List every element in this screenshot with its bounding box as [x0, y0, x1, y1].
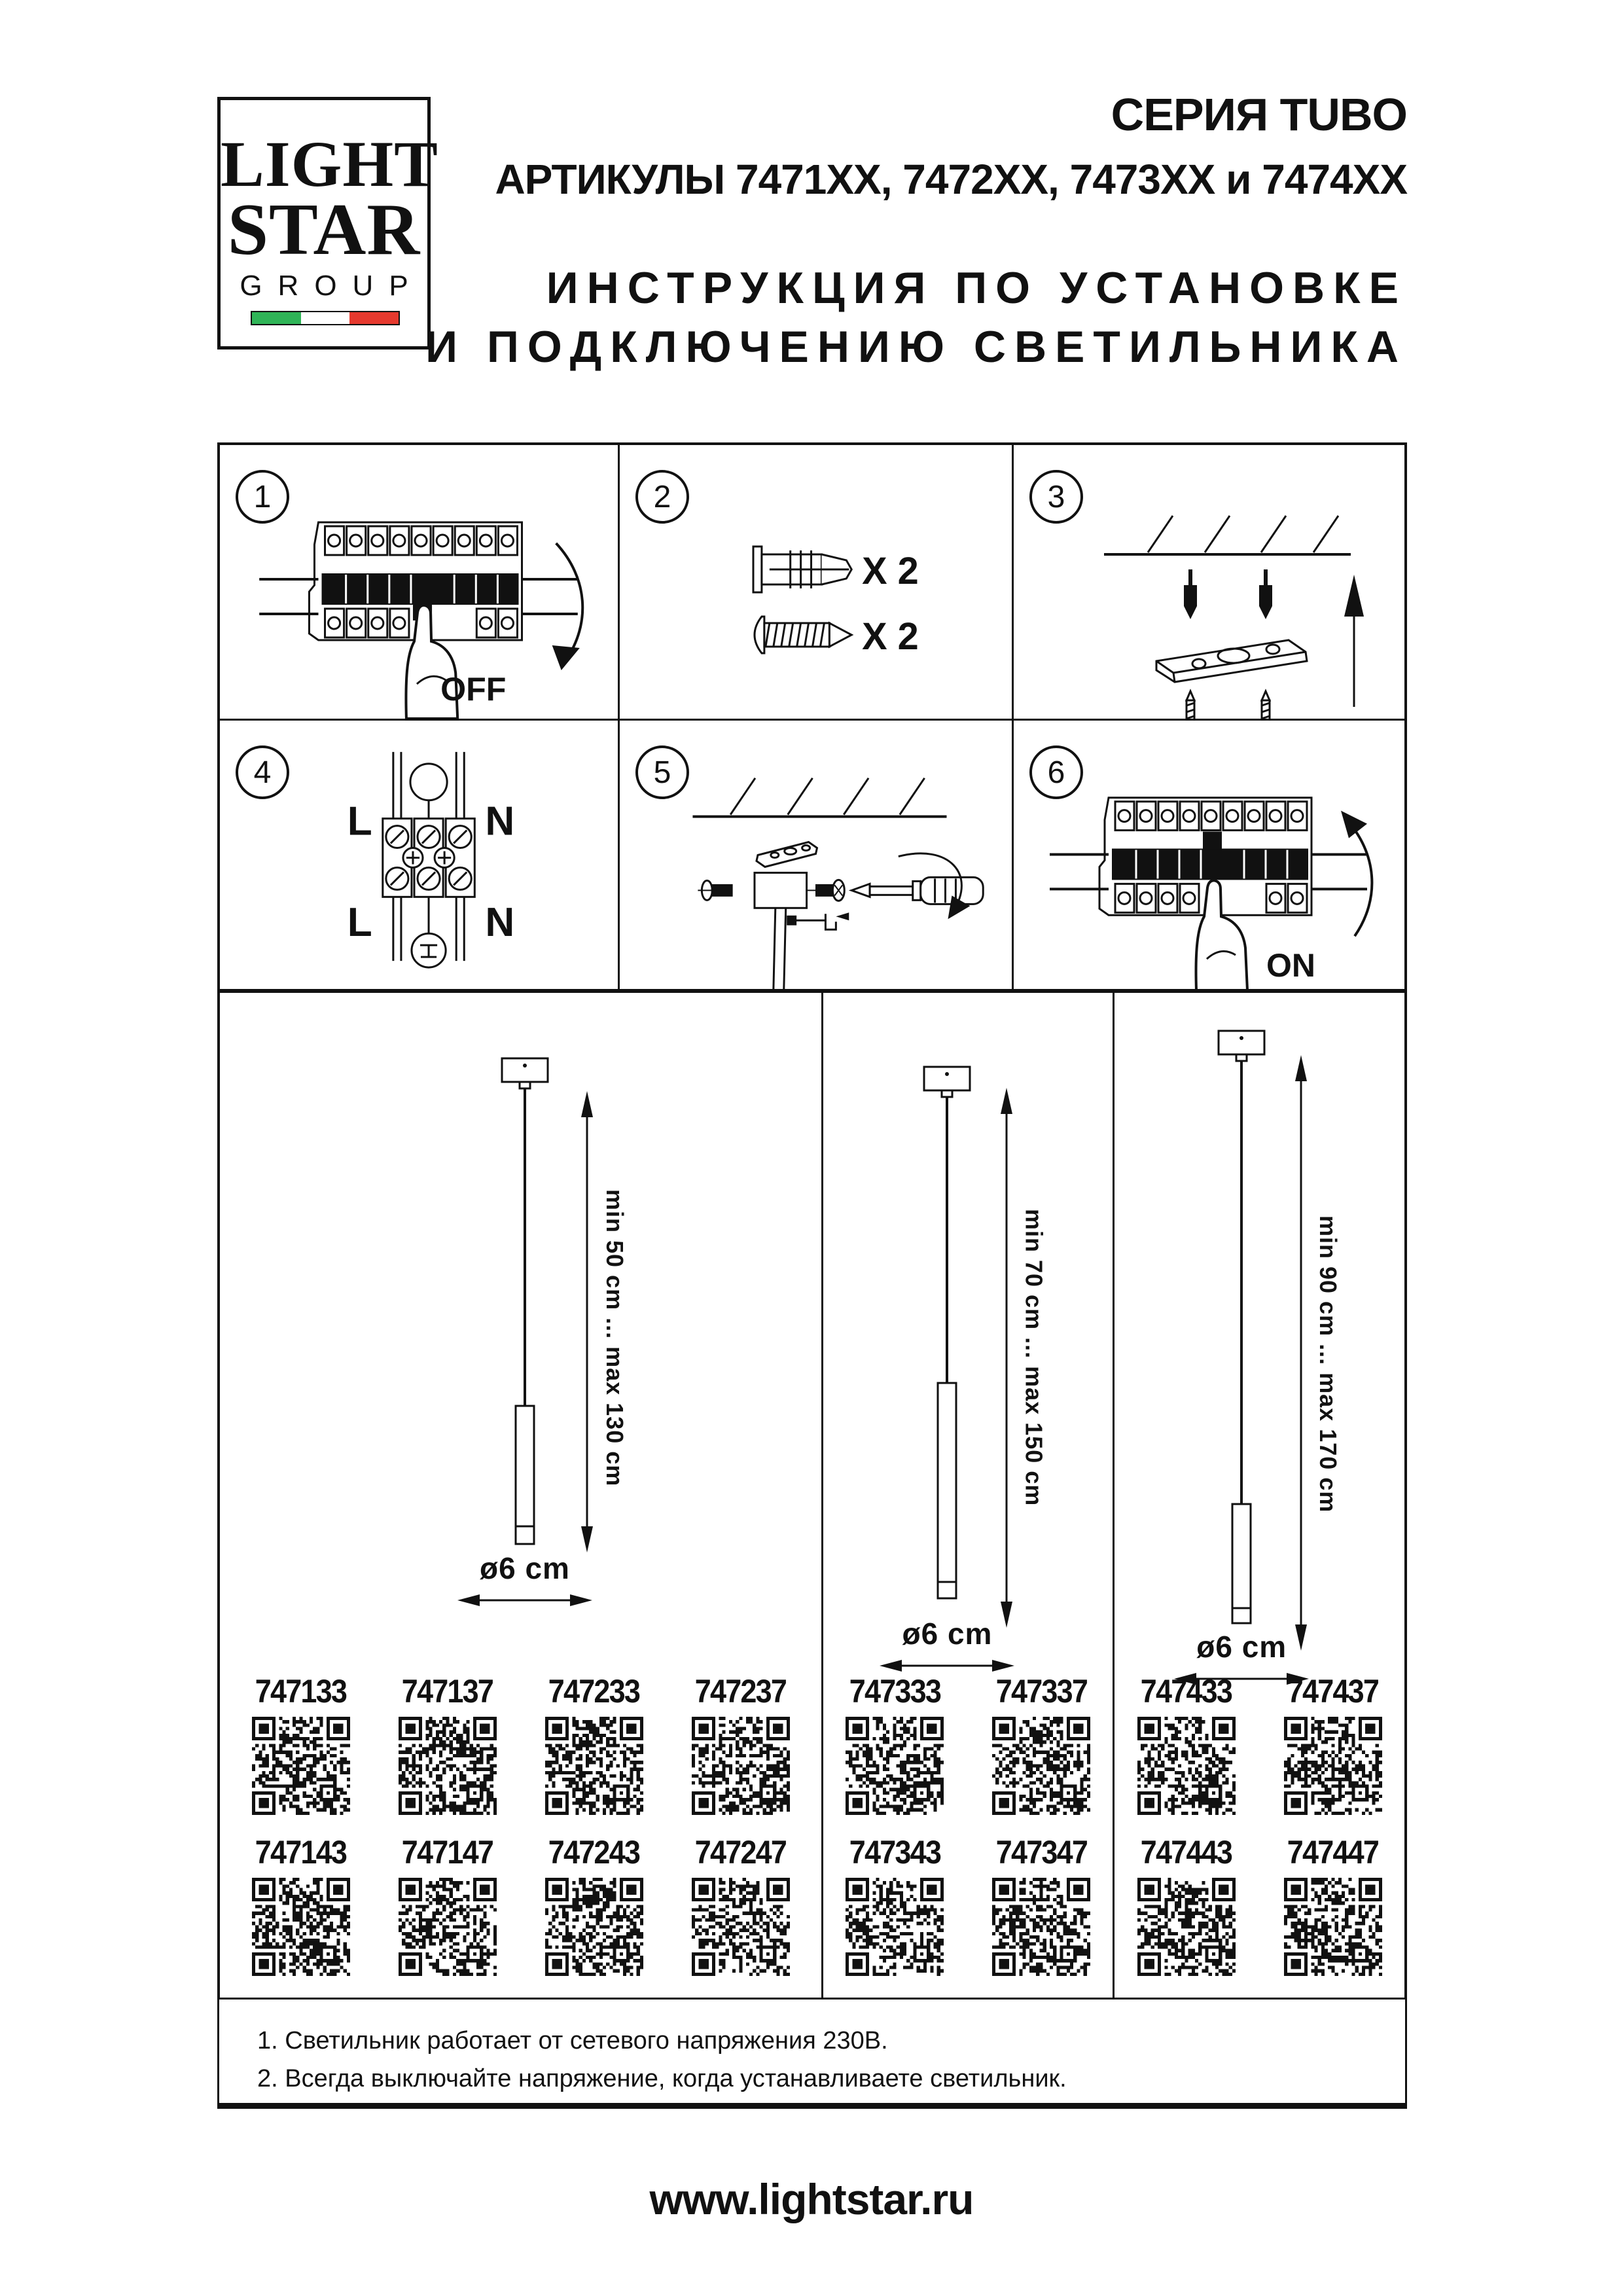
qr-code-icon [846, 1717, 944, 1815]
notes-box [217, 1998, 1407, 2109]
qr-item [845, 1675, 944, 1815]
lamp-wire-symbol [410, 764, 447, 800]
article-number: 747433 [1140, 1673, 1232, 1710]
lamp-variants-section [217, 989, 1407, 1998]
article-number: 747233 [548, 1673, 640, 1710]
on-label: ON [1266, 947, 1315, 984]
terminal-n-bottom: N [485, 900, 515, 946]
off-label: OFF [440, 671, 507, 708]
wall-anchor-icon [753, 547, 851, 592]
qr-item [544, 1675, 644, 1815]
lamp-variant-70-150 [823, 993, 1115, 1998]
qr-item [991, 1836, 1091, 1976]
switched-on-handle [1203, 832, 1222, 850]
qr-code-icon [399, 1878, 497, 1976]
ceiling-line [692, 778, 946, 817]
lightstar-logo [217, 97, 438, 350]
qr-item [691, 1675, 791, 1815]
qr-item [691, 1836, 791, 1976]
height-range-label: min 50 cm ... max 130 cm [601, 1189, 628, 1487]
grub-screw-detail [788, 912, 849, 929]
qr-code-icon [545, 1717, 643, 1815]
article-number: 747337 [995, 1673, 1088, 1710]
article-number: 747147 [402, 1834, 493, 1871]
flag-white-stripe [301, 312, 350, 324]
qr-code-icon [1284, 1717, 1382, 1815]
terminal-l-top: L [347, 798, 372, 844]
website-url: www.lightstar.ru [649, 2175, 974, 2223]
qr-item [398, 1836, 497, 1976]
article-number: 747347 [995, 1834, 1088, 1871]
qr-code-icon [846, 1878, 944, 1976]
qr-item [1137, 1675, 1236, 1815]
qr-code-icon [692, 1878, 790, 1976]
pressing-hand-icon [1196, 880, 1248, 990]
step-number: 4 [253, 755, 272, 790]
qr-code-icon [1284, 1878, 1382, 1976]
suspension-rod [774, 908, 786, 990]
qr-code-icon [1137, 1878, 1236, 1976]
breaker-on-icon [1014, 721, 1407, 990]
qr-row [823, 1836, 1113, 1976]
anchor-icon [1184, 569, 1272, 619]
pendant-lamp-diagram [823, 993, 1115, 1674]
step-number: 3 [1047, 479, 1065, 514]
articles-line: АРТИКУЛЫ 7471ХХ, 7472ХХ, 7473ХХ и 7474ХХ [495, 156, 1407, 203]
up-arrow [1344, 575, 1364, 707]
article-number: 747133 [255, 1673, 347, 1710]
qr-item [398, 1675, 497, 1815]
qr-row [220, 1675, 821, 1815]
screw-qty-label: X 2 [862, 615, 919, 658]
qr-code-icon [252, 1717, 350, 1815]
height-measure-arrow [1295, 1055, 1307, 1651]
qr-code-icon [545, 1878, 643, 1976]
step-5-cell [620, 721, 1014, 990]
qr-item [845, 1836, 944, 1976]
qr-item [1283, 1675, 1383, 1815]
document-header [425, 89, 1407, 372]
side-screw-left [698, 880, 732, 900]
qr-item [544, 1836, 644, 1976]
qr-code-icon [1137, 1717, 1236, 1815]
flag-green-stripe [252, 312, 301, 324]
instruction-title-line2: И ПОДКЛЮЧЕНИЮ СВЕТИЛЬНИКА [425, 322, 1407, 372]
qr-item [251, 1675, 351, 1815]
qr-code-icon [252, 1878, 350, 1976]
diameter-measure-arrow [880, 1660, 1014, 1672]
article-number: 747443 [1140, 1834, 1232, 1871]
breaker-off-icon [220, 445, 618, 719]
hardware-icon [620, 445, 1012, 719]
bracket-icon [757, 842, 817, 867]
qr-code-icon [692, 1717, 790, 1815]
height-range-label: min 70 cm ... max 150 cm [1020, 1209, 1048, 1507]
step-number: 6 [1047, 755, 1065, 790]
diameter-measure-arrow [457, 1594, 592, 1606]
anchor-qty-label: X 2 [862, 550, 919, 593]
lamp-variant-90-170 [1115, 993, 1404, 1998]
bracket-mounting-icon [1014, 445, 1407, 719]
article-number: 747343 [849, 1834, 941, 1871]
diameter-label: ø6 cm [1196, 1630, 1287, 1664]
article-number: 747143 [255, 1834, 347, 1871]
screw-icon [1186, 691, 1270, 719]
qr-code-icon [992, 1717, 1090, 1815]
diameter-label: ø6 cm [902, 1617, 993, 1651]
italian-flag-icon [251, 311, 400, 325]
step-number: 2 [653, 479, 671, 514]
side-screw-right [808, 880, 845, 901]
step-2-cell [620, 445, 1014, 721]
note-1: 1. Светильник работает от сетевого напряжения 230В. [257, 2027, 888, 2054]
qr-item [1283, 1836, 1383, 1976]
qr-code-icon [399, 1717, 497, 1815]
canopy-box [755, 872, 807, 908]
step-1-cell [220, 445, 620, 721]
series-title: СЕРИЯ TUBO [1111, 89, 1407, 140]
article-number: 747247 [695, 1834, 787, 1871]
qr-code-icon [992, 1878, 1090, 1976]
qr-item [251, 1836, 351, 1976]
qr-row [823, 1675, 1113, 1815]
note-2: 2. Всегда выключайте напряжение, когда устанавливаете светильник. [257, 2065, 1067, 2092]
logo-text-light: LIGHT [221, 128, 438, 200]
screw-icon [755, 617, 851, 653]
terminal-l-bottom: L [347, 900, 372, 946]
turn-off-arrow [556, 543, 583, 661]
article-number: 747333 [849, 1673, 941, 1710]
article-number: 747137 [402, 1673, 493, 1710]
flag-red-stripe [349, 312, 399, 324]
terminal-n-top: N [485, 798, 515, 844]
terminal-block-icon [220, 721, 618, 990]
article-number: 747437 [1287, 1673, 1379, 1710]
diameter-label: ø6 cm [480, 1551, 570, 1585]
ceiling-line [1104, 516, 1351, 554]
installation-steps-grid [217, 442, 1407, 993]
step-number: 5 [653, 755, 671, 790]
pendant-lamp-diagram [1115, 993, 1404, 1687]
step-6-cell [1014, 721, 1407, 990]
mounting-bracket-icon [1156, 640, 1307, 682]
logo-text-group: GROUP [240, 270, 424, 302]
height-range-label: min 90 cm ... max 170 cm [1315, 1215, 1342, 1513]
height-measure-arrow [581, 1091, 593, 1552]
step-4-cell [220, 721, 620, 990]
lamp-variant-50-130 [220, 993, 823, 1998]
qr-row [220, 1836, 821, 1976]
step-3-cell [1014, 445, 1407, 721]
qr-row [1115, 1836, 1404, 1976]
qr-row [1115, 1675, 1404, 1815]
article-number: 747237 [695, 1673, 787, 1710]
screwdriver-icon [851, 877, 983, 904]
qr-item [1137, 1836, 1236, 1976]
step-number: 1 [253, 479, 272, 514]
instruction-title-line1: ИНСТРУКЦИЯ ПО УСТАНОВКЕ [546, 263, 1407, 313]
canopy-mounting-icon [620, 721, 1012, 990]
height-measure-arrow [1001, 1088, 1012, 1628]
qr-item [991, 1675, 1091, 1815]
article-number: 747243 [548, 1834, 640, 1871]
ground-symbol [412, 933, 446, 967]
logo-text-star: STAR [227, 189, 421, 270]
article-number: 747447 [1287, 1834, 1379, 1871]
